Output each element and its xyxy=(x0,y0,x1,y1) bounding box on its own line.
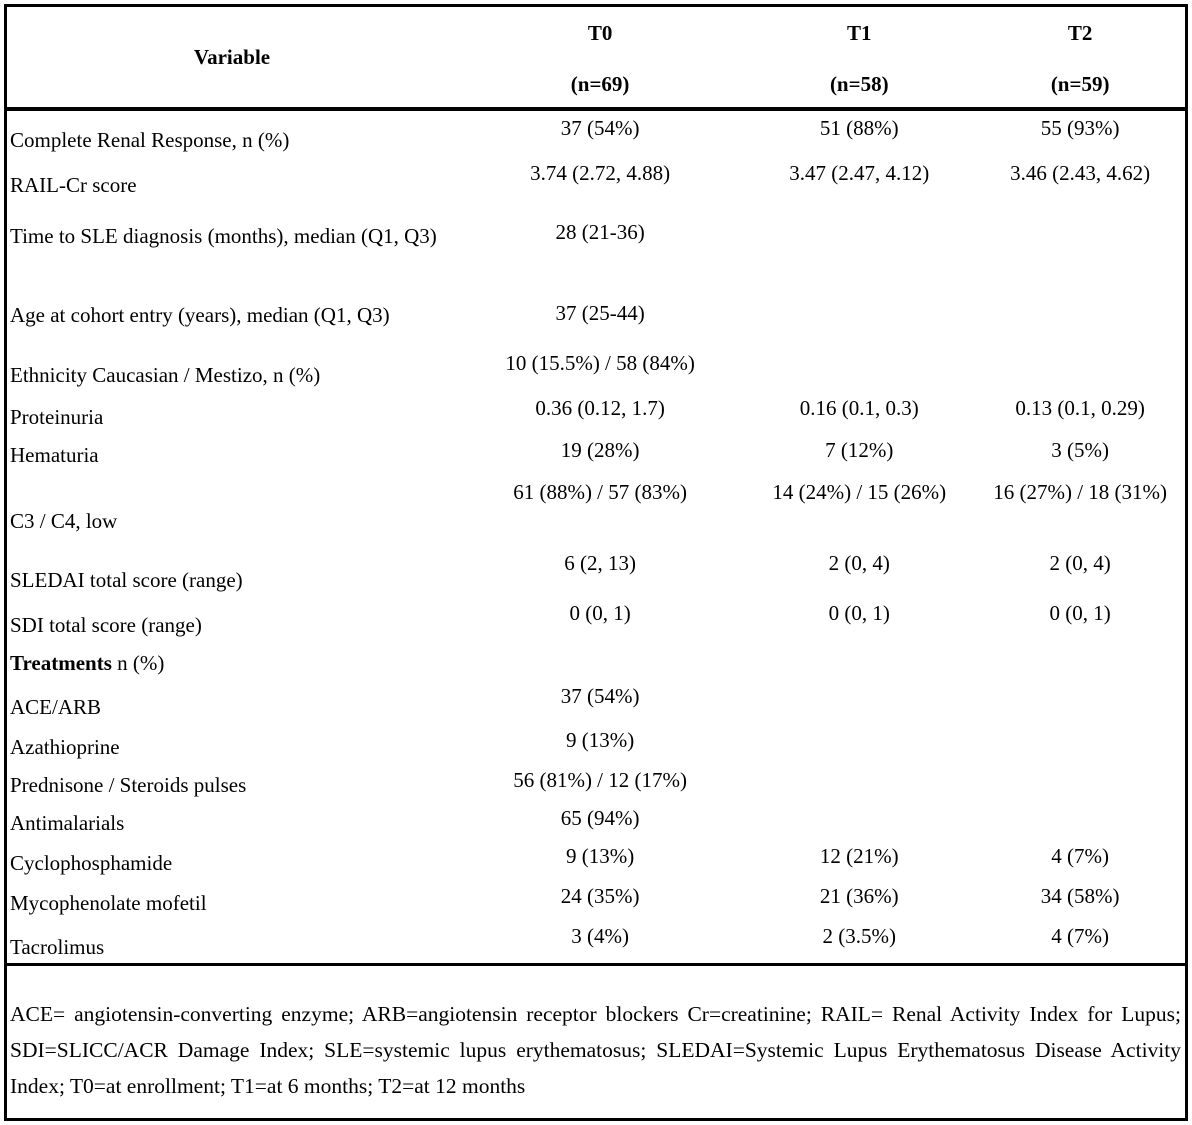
cell-value xyxy=(975,723,1185,727)
t1-n-label: (n=58) xyxy=(829,72,889,96)
row-label: Tacrolimus xyxy=(10,935,105,959)
cell-value: 0.13 (0.1, 0.29) xyxy=(1015,396,1145,420)
cell-value: 3 (5%) xyxy=(1051,438,1109,462)
table-row xyxy=(7,919,1185,963)
cell-value xyxy=(975,641,1185,645)
t1-label: T1 xyxy=(847,21,872,45)
cell-value: 56 (81%) / 12 (17%) xyxy=(513,768,687,792)
row-label: Complete Renal Response, n (%) xyxy=(10,128,290,152)
row-label: SDI total score (range) xyxy=(10,613,202,637)
cell-value xyxy=(743,201,975,219)
cell-value: 65 (94%) xyxy=(560,806,640,830)
table-row xyxy=(7,546,1185,596)
cell-value: 4 (7%) xyxy=(1051,844,1109,868)
cell-value: 6 (2, 13) xyxy=(564,551,636,575)
cell-value xyxy=(975,346,1185,350)
t0-n-label: (n=69) xyxy=(570,72,630,96)
variable-header-label: Variable xyxy=(193,44,271,69)
cell-value: 37 (54%) xyxy=(560,116,640,140)
column-header-t1 xyxy=(743,7,975,107)
table-row xyxy=(7,286,1185,346)
table-row xyxy=(7,679,1185,723)
column-header-t2 xyxy=(975,7,1185,107)
row-label: Prednisone / Steroids pulses xyxy=(10,773,247,797)
row-label: Ethnicity Caucasian / Mestizo, n (%) xyxy=(10,363,321,387)
t2-n-label: (n=59) xyxy=(1050,72,1110,96)
cell-value: 16 (27%) / 18 (31%) xyxy=(993,480,1168,504)
row-label: ACE/ARB xyxy=(10,695,102,719)
cell-value: 10 (15.5%) / 58 (84%) xyxy=(505,351,695,375)
row-label: C3 / C4, low xyxy=(10,509,118,533)
cell-value: 14 (24%) / 15 (26%) xyxy=(772,480,947,504)
cell-value: 21 (36%) xyxy=(819,884,899,908)
table-row xyxy=(7,346,1185,391)
row-label: Cyclophosphamide xyxy=(10,851,173,875)
table-row xyxy=(7,201,1185,286)
table-row xyxy=(7,723,1185,763)
cell-value: 3.47 (2.47, 4.12) xyxy=(789,161,930,185)
table-footnote xyxy=(7,963,1185,1118)
table-row xyxy=(7,801,1185,839)
cell-value xyxy=(743,286,975,300)
row-label: Antimalarials xyxy=(10,811,125,835)
cell-value: 0 (0, 1) xyxy=(569,601,631,625)
table-row xyxy=(7,596,1185,641)
table-body xyxy=(7,111,1185,963)
cell-value: 9 (13%) xyxy=(565,844,635,868)
cell-value xyxy=(743,641,975,645)
cell-value: 28 (21-36) xyxy=(555,220,645,244)
row-label: Mycophenolate mofetil xyxy=(10,891,207,915)
cell-value: 0 (0, 1) xyxy=(1049,601,1111,625)
cell-value xyxy=(743,763,975,767)
cell-value xyxy=(975,201,1185,219)
table-row xyxy=(7,156,1185,201)
cell-value: 24 (35%) xyxy=(560,884,640,908)
table-row xyxy=(7,763,1185,801)
cell-value: 12 (21%) xyxy=(819,844,899,868)
t0-label: T0 xyxy=(587,21,613,45)
table-row xyxy=(7,111,1185,156)
cell-value xyxy=(975,286,1185,300)
cell-value: 3.74 (2.72, 4.88) xyxy=(530,161,671,185)
column-header-variable xyxy=(7,7,457,107)
cell-value xyxy=(743,679,975,683)
row-label: SLEDAI total score (range) xyxy=(10,568,243,592)
cell-value: 55 (93%) xyxy=(1040,116,1120,140)
row-label-bold-part: Treatments xyxy=(10,651,112,675)
cell-value: 9 (13%) xyxy=(565,728,635,752)
footnote-text: ACE= angiotensin-converting enzyme; ARB=angiotensin receptor blockers Cr=creatinine; RAIL= Renal Activity Index for Lupus; SDI=SLICC/ACR Damage Index; SLE=systemic lupus erythematosus; SLEDAI=Systemic Lupus Erythematosus Disease Activity Index; T0=at enrollment; T1=at 6 months; T2=at 12 months xyxy=(10,1002,1181,1098)
cell-value: 51 (88%) xyxy=(819,116,899,140)
cell-value: 2 (0, 4) xyxy=(828,551,890,575)
clinical-results-table xyxy=(4,4,1188,1121)
cell-value xyxy=(975,801,1185,805)
cell-value: 34 (58%) xyxy=(1040,884,1120,908)
column-header-t0 xyxy=(457,7,743,107)
cell-value: 0.16 (0.1, 0.3) xyxy=(799,396,919,420)
cell-value: 0 (0, 1) xyxy=(828,601,890,625)
row-label: Hematuria xyxy=(10,443,99,467)
cell-value xyxy=(975,763,1185,767)
row-label: Proteinuria xyxy=(10,405,104,429)
row-label: Age at cohort entry (years), median (Q1, Q3) xyxy=(10,303,390,327)
cell-value: 37 (54%) xyxy=(560,684,640,708)
cell-value: 2 (0, 4) xyxy=(1049,551,1111,575)
row-label-normal-part: n (%) xyxy=(111,651,165,675)
cell-value: 3 (4%) xyxy=(571,924,629,948)
cell-value: 7 (12%) xyxy=(825,438,894,462)
cell-value: 61 (88%) / 57 (83%) xyxy=(513,480,687,504)
cell-value: 3.46 (2.43, 4.62) xyxy=(1010,161,1151,185)
cell-value: 4 (7%) xyxy=(1051,924,1109,948)
row-label: Time to SLE diagnosis (months), median (Q1, Q3) xyxy=(10,224,437,248)
cell-value xyxy=(457,641,743,645)
table-row xyxy=(7,641,1185,679)
cell-value: 37 (25-44) xyxy=(555,301,645,325)
table-row xyxy=(7,391,1185,433)
cell-value: 0.36 (0.12, 1.7) xyxy=(535,396,665,420)
row-label xyxy=(7,650,457,679)
row-label: Azathioprine xyxy=(10,735,120,759)
table-row xyxy=(7,471,1185,546)
cell-value: 19 (28%) xyxy=(560,438,640,462)
cell-value: 2 (3.5%) xyxy=(822,924,896,948)
table-row xyxy=(7,839,1185,879)
cell-value xyxy=(975,679,1185,683)
table-row xyxy=(7,879,1185,919)
row-label: RAIL-Cr score xyxy=(10,173,137,197)
cell-value xyxy=(743,801,975,805)
t2-label: T2 xyxy=(1067,21,1093,45)
cell-value xyxy=(743,346,975,350)
table-header xyxy=(7,7,1185,111)
cell-value xyxy=(743,723,975,727)
table-row xyxy=(7,433,1185,471)
